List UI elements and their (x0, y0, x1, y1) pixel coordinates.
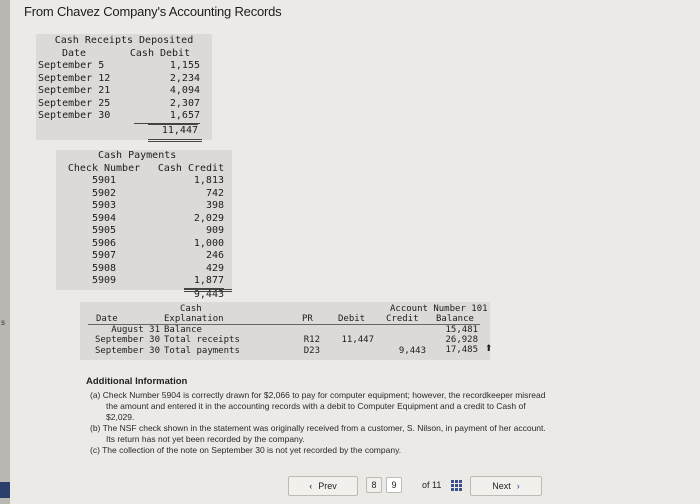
receipts-col-date: Date (61, 47, 87, 59)
additional-info-list (90, 390, 680, 456)
payments-title: Cash Payments (98, 150, 177, 161)
payments-row (56, 275, 232, 288)
cash-receipts-table (36, 34, 212, 140)
ledger-date-cell: September 30 (94, 335, 160, 345)
receipts-col-debit: Cash Debit (129, 47, 191, 59)
ledger-account-number: Account Number 101 (390, 304, 488, 314)
payments-row (56, 200, 232, 213)
payment-amount: 909 (205, 225, 224, 236)
additional-info-line: $2,029. (106, 412, 135, 422)
next-label: Next (492, 481, 511, 491)
payments-col-credit: Cash Credit (157, 162, 225, 174)
receipts-total-row (36, 124, 212, 138)
additional-info-line: (b) The NSF check shown in the statement was originally received from a customer, S. Nilson, in payment of her account. (90, 423, 546, 433)
next-button[interactable] (470, 476, 542, 496)
receipt-date: September 25 (38, 97, 111, 109)
cursor-arrow-icon: ⬆ (485, 343, 493, 353)
receipt-amount: 2,234 (169, 72, 200, 84)
page-of-label: of 11 (422, 480, 442, 490)
ledger-account-title: Cash (180, 304, 202, 314)
additional-info-line: the amount and entered it in the accounting records with a debit to Computer Equipment and a credit to Cash of (106, 401, 526, 411)
chevron-left-icon: ‹ (309, 481, 313, 491)
payments-total-double-rule (184, 289, 232, 292)
payments-row (56, 263, 232, 276)
additional-info-line: Its return has not yet been recorded by the company. (106, 434, 305, 444)
receipts-row (36, 85, 212, 98)
ledger-debit-cell: 11,447 (341, 335, 374, 345)
ledger-col-credit: Credit (386, 314, 419, 324)
left-sidebar-strip (0, 0, 10, 504)
ledger-col-date: Date (96, 314, 118, 324)
ledger-col-debit: Debit (338, 314, 366, 324)
receipts-total-double-rule (148, 139, 202, 142)
payments-row (56, 250, 232, 263)
ledger-col-pr: PR (302, 314, 313, 324)
ledger-balance-cell: 26,928 (445, 335, 478, 345)
ledger-pr-cell: R12 (303, 335, 320, 345)
payment-check-number: 5902 (91, 187, 117, 199)
ledger-col-explanation: Explanation (164, 314, 224, 324)
payments-total: 9,443 (184, 288, 224, 302)
receipt-date: September 12 (38, 72, 111, 84)
additional-info-line: (c) The collection of the note on September 30 is not yet recorded by the company. (90, 445, 402, 455)
payment-amount: 1,813 (193, 175, 224, 186)
ledger-explanation-cell: Total payments (164, 346, 240, 356)
prev-label: Prev (318, 481, 337, 491)
receipt-amount: 2,307 (169, 97, 200, 109)
sidebar-mark: s (1, 318, 5, 327)
ledger-balance-cell: 15,481 (445, 325, 478, 335)
receipts-total: 11,447 (148, 124, 198, 138)
ledger-credit-cell: 9,443 (398, 346, 426, 356)
payment-check-number: 5901 (91, 175, 117, 186)
receipts-row (36, 110, 212, 124)
cash-ledger-table (80, 302, 490, 360)
receipt-date: September 5 (38, 60, 105, 71)
prev-button[interactable] (288, 476, 358, 496)
receipts-row (36, 73, 212, 86)
additional-info-line: (a) Check Number 5904 is correctly drawn for $2,066 to pay for computer equipment; however, the recordkeeper misread (90, 390, 546, 400)
receipts-row (36, 98, 212, 111)
receipt-date: September 21 (38, 85, 111, 96)
payments-row (56, 213, 232, 226)
receipt-date: September 30 (38, 110, 111, 121)
payments-row (56, 175, 232, 188)
receipts-title: Cash Receipts Deposited (54, 35, 194, 46)
payment-amount: 398 (205, 200, 224, 211)
payment-check-number: 5906 (91, 237, 117, 249)
payments-header-row (56, 163, 232, 176)
receipt-amount: 1,155 (169, 60, 200, 71)
receipt-amount: 4,094 (169, 85, 200, 96)
payment-check-number: 5904 (91, 212, 117, 224)
ledger-explanation-cell: Total receipts (164, 335, 240, 345)
payments-col-check: Check Number (67, 162, 141, 174)
payment-amount: 2,029 (193, 212, 224, 224)
grid-icon[interactable] (451, 480, 462, 491)
ledger-explanation-cell: Balance (164, 325, 202, 335)
page-indicator (366, 476, 486, 494)
payment-check-number: 5905 (91, 225, 117, 236)
ledger-date-cell: August 31 (111, 325, 160, 335)
ledger-date-cell: September 30 (94, 346, 160, 356)
page-button-9[interactable]: 9 (386, 477, 402, 493)
additional-info-heading: Additional Information (86, 376, 188, 387)
ledger-col-balance: Balance (436, 314, 474, 324)
page-title: From Chavez Company's Accounting Records (24, 4, 282, 19)
receipt-amount: 1,657 (134, 110, 200, 124)
payment-amount: 429 (205, 262, 224, 274)
payment-amount: 246 (205, 250, 224, 261)
payment-check-number: 5907 (91, 250, 117, 261)
receipts-header-row (36, 48, 212, 61)
payments-row (56, 238, 232, 251)
payments-row (56, 225, 232, 238)
payments-row (56, 188, 232, 201)
payment-amount: 742 (205, 187, 224, 199)
page-button-8[interactable]: 8 (366, 477, 382, 493)
receipts-row (36, 60, 212, 73)
worksheet-page (10, 0, 700, 504)
payment-amount: 1,877 (193, 275, 224, 286)
cash-payments-table (56, 150, 232, 300)
payment-check-number: 5903 (91, 200, 117, 211)
payment-check-number: 5909 (91, 275, 117, 286)
chevron-right-icon: › (516, 481, 520, 491)
sidebar-badge (0, 482, 10, 498)
ledger-pr-cell: D23 (303, 346, 320, 356)
payment-amount: 1,000 (193, 237, 224, 249)
ledger-balance-cell: 17,485 (445, 345, 478, 355)
payment-check-number: 5908 (91, 262, 117, 274)
